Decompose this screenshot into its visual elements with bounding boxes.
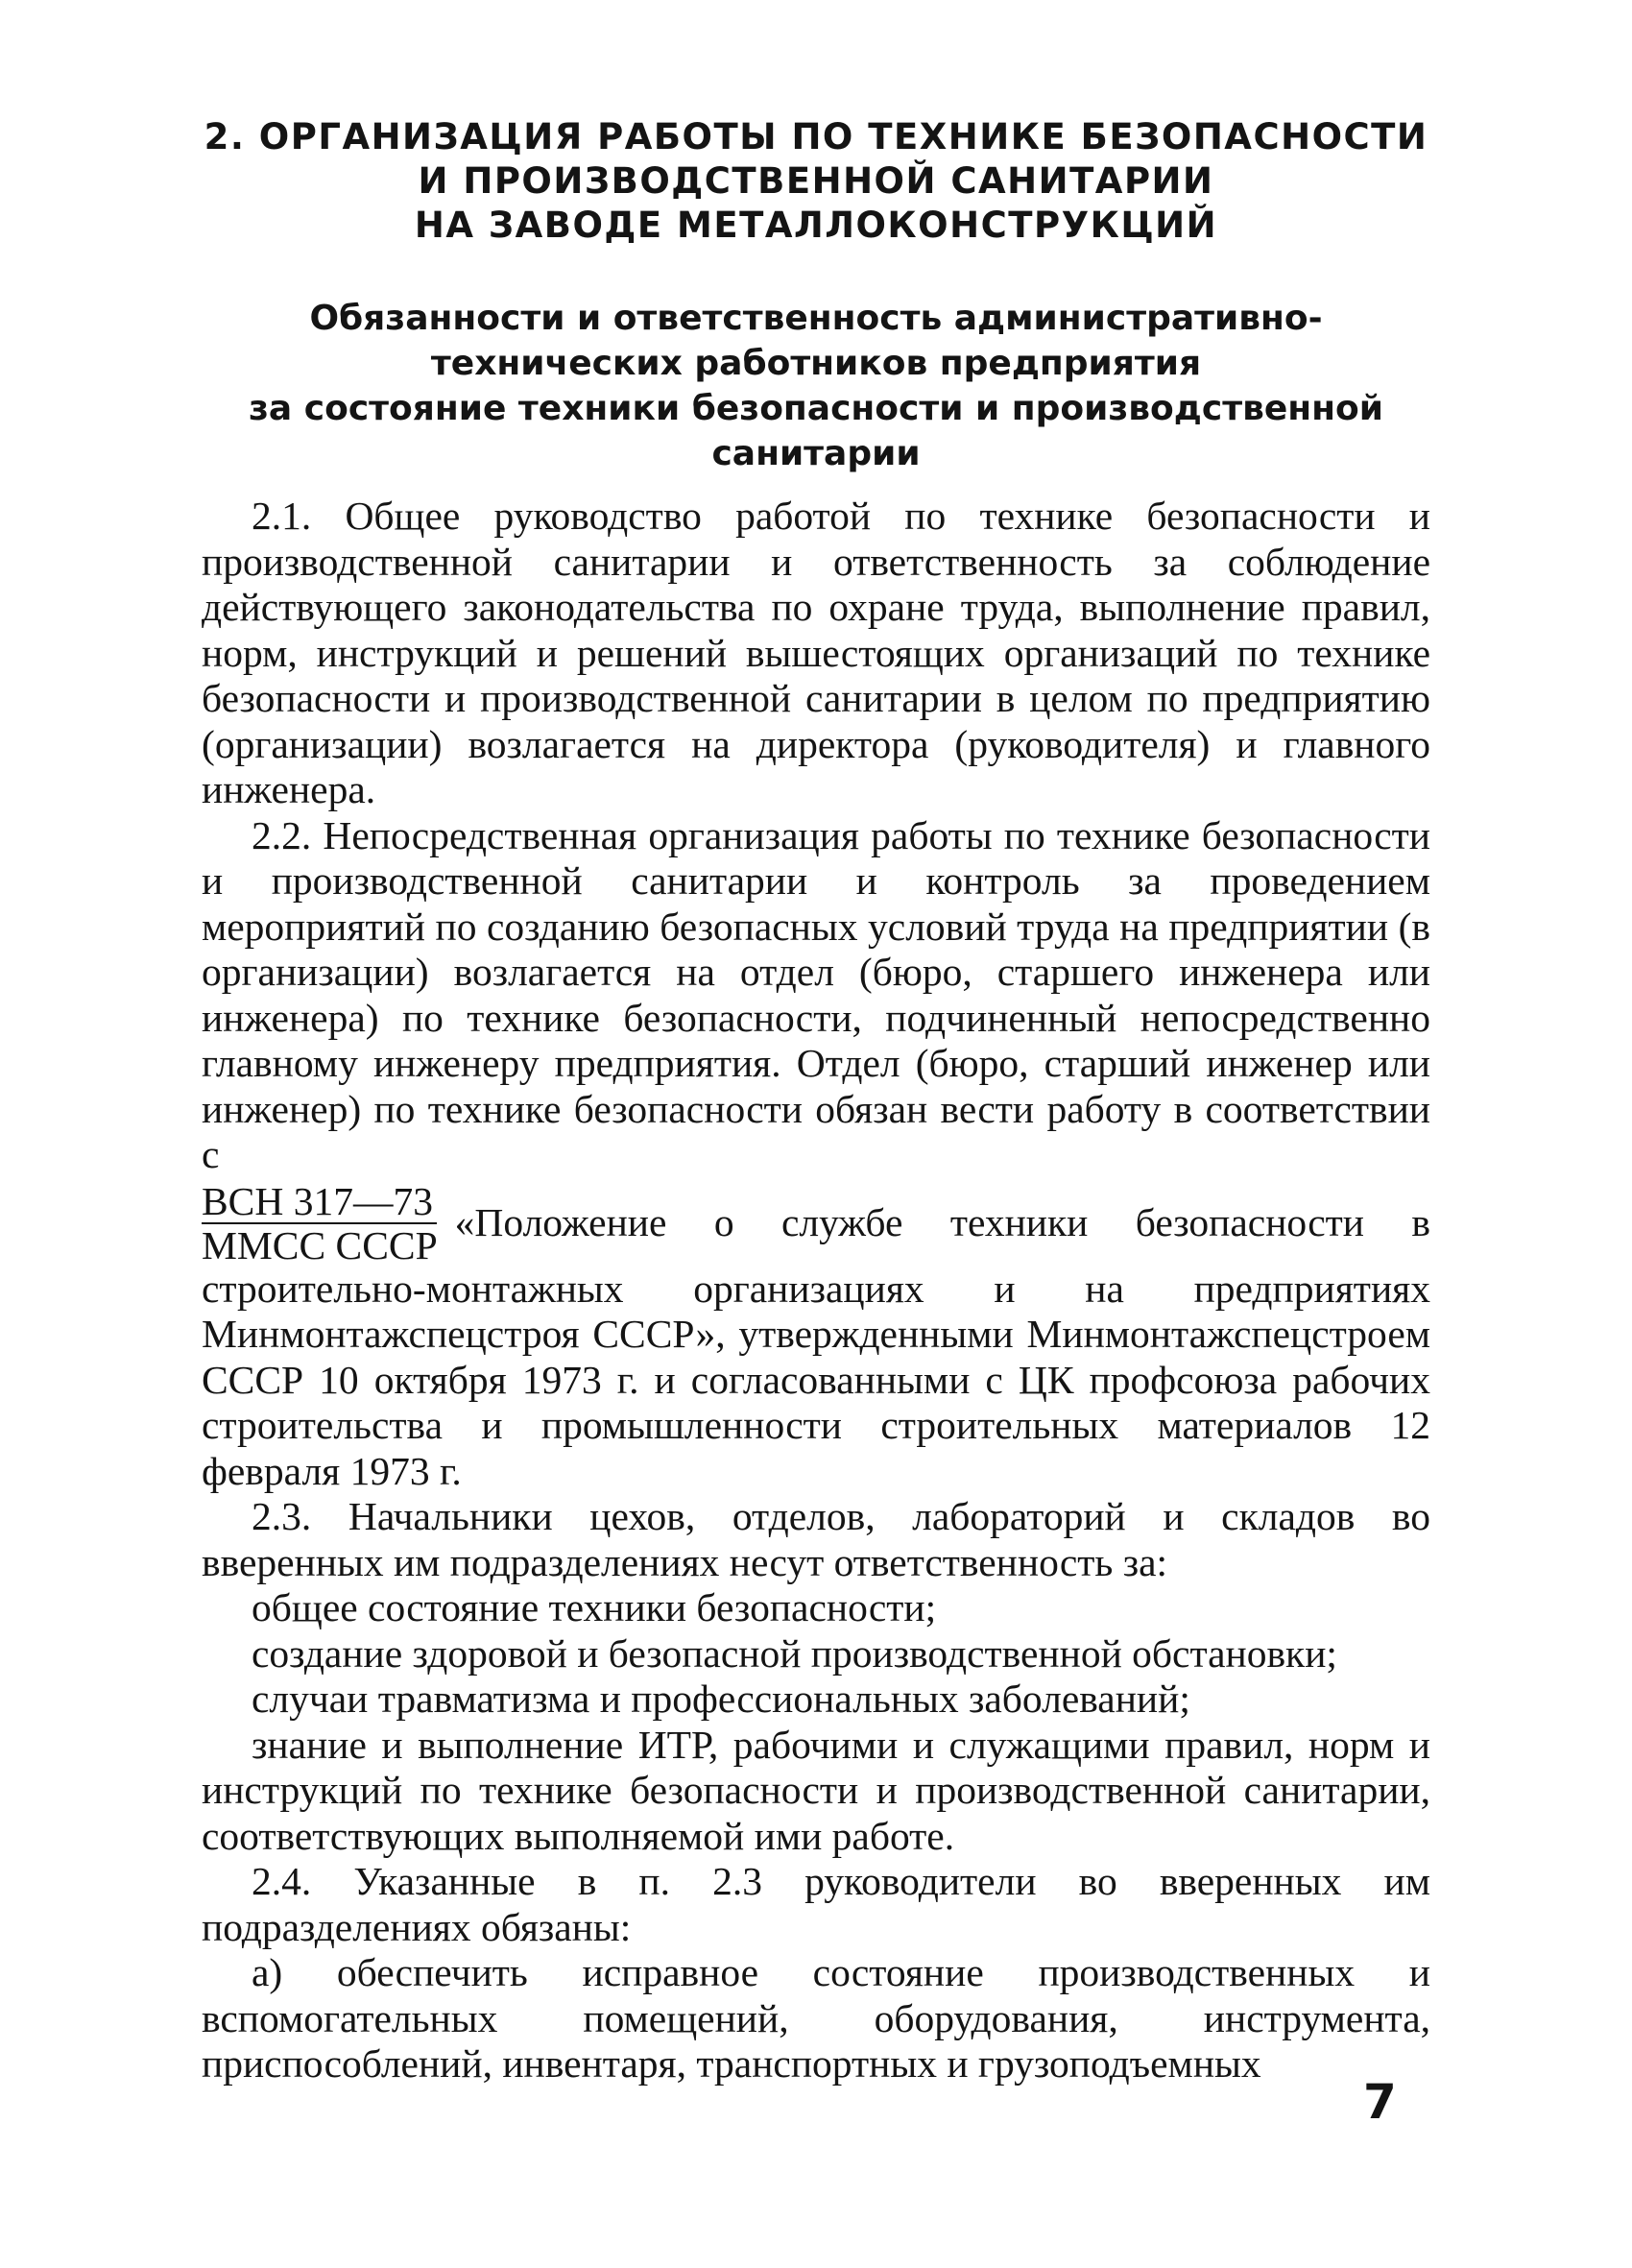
document-page bbox=[202, 115, 1430, 2087]
section-title-line: санитарии bbox=[711, 434, 921, 473]
page-number: 7 bbox=[1363, 2074, 1397, 2130]
regulation-title-start: «Положение о службе техники безопасности в bbox=[454, 1199, 1430, 1244]
fraction-denominator: ММСС СССР bbox=[202, 1222, 438, 1267]
chapter-title bbox=[202, 115, 1430, 248]
fraction-numerator: ВСН 317—73 bbox=[202, 1180, 437, 1224]
regulation-fraction bbox=[202, 1180, 438, 1267]
list-item: общее состояние техники безопасности; bbox=[252, 1585, 937, 1629]
paragraph-2-4: 2.4. Указанные в п. 2.3 руководители во вверенных им подразделениях обязаны: bbox=[202, 1859, 1430, 1949]
section-title-line: за состояние техники безопасности и производственной bbox=[249, 389, 1383, 428]
chapter-title-line: И ПРОИЗВОДСТВЕННОЙ САНИТАРИИ bbox=[418, 160, 1214, 202]
list-item: создание здоровой и безопасной производственной обстановки; bbox=[252, 1630, 1337, 1676]
regulation-reference bbox=[202, 1180, 1430, 1267]
section-title-line: технических работников предприятия bbox=[430, 344, 1202, 383]
list-item: знание и выполнение ИТР, рабочими и служащими правил, норм и инструкций по технике безопасности и производственной санитарии, соответствующих выполняемой ими работе. bbox=[202, 1722, 1430, 1858]
list-item: случаи травматизма и профессиональных заболеваний; bbox=[252, 1677, 1190, 1721]
paragraph-2-1: 2.1. Общее руководство работой по технике безопасности и производственной санитарии и ответственность за соблюдение действующего законодательства по охране труда, выполнение правил, норм, инструкций и решений вышестоящих организаций по технике безопасности и производственной санитарии в целом по предприятию (организации) возлагается на директора (руководителя) и главного инженера. bbox=[202, 494, 1430, 811]
chapter-title-line: 2. ОРГАНИЗАЦИЯ РАБОТЫ ПО ТЕХНИКЕ БЕЗОПАСНОСТИ bbox=[204, 116, 1428, 157]
body-text bbox=[202, 494, 1430, 2087]
paragraph-2-4-a: а) обеспечить исправное состояние производственных и вспомогательных помещений, оборудования, инструмента, приспособлений, инвентаря, транспортных и грузоподъемных bbox=[202, 1950, 1430, 2086]
paragraph-2-2: 2.2. Непосредственная организация работы по технике безопасности и производственной санитарии и контроль за проведением мероприятий по созданию безопасных условий труда на предприятии (в организации) возлагается на отдел (бюро, старшего инженера или инженера) по технике безопасности, подчиненный непосредственно главному инженеру предприятия. Отдел (бюро, старший инженер или инженер) по технике безопасности обязан вести работу в соответствии с bbox=[202, 812, 1430, 1176]
section-title bbox=[202, 296, 1430, 476]
section-title-line: Обязанности и ответственность административно- bbox=[309, 299, 1323, 338]
chapter-title-line: НА ЗАВОДЕ МЕТАЛЛОКОНСТРУКЦИЙ bbox=[414, 205, 1218, 246]
paragraph-2-2-continued: строительно-монтажных организациях и на предприятиях Минмонтажспецстроя СССР», утвержденными Минмонтажспецстроем СССР 10 октября 1973 г. и согласованными с ЦК профсоюза рабочих строительства и промышленности строительных материалов 12 февраля 1973 г. bbox=[202, 1266, 1430, 1493]
paragraph-2-3: 2.3. Начальники цехов, отделов, лабораторий и складов во вверенных им подразделениях несут ответственность за: bbox=[202, 1494, 1430, 1584]
